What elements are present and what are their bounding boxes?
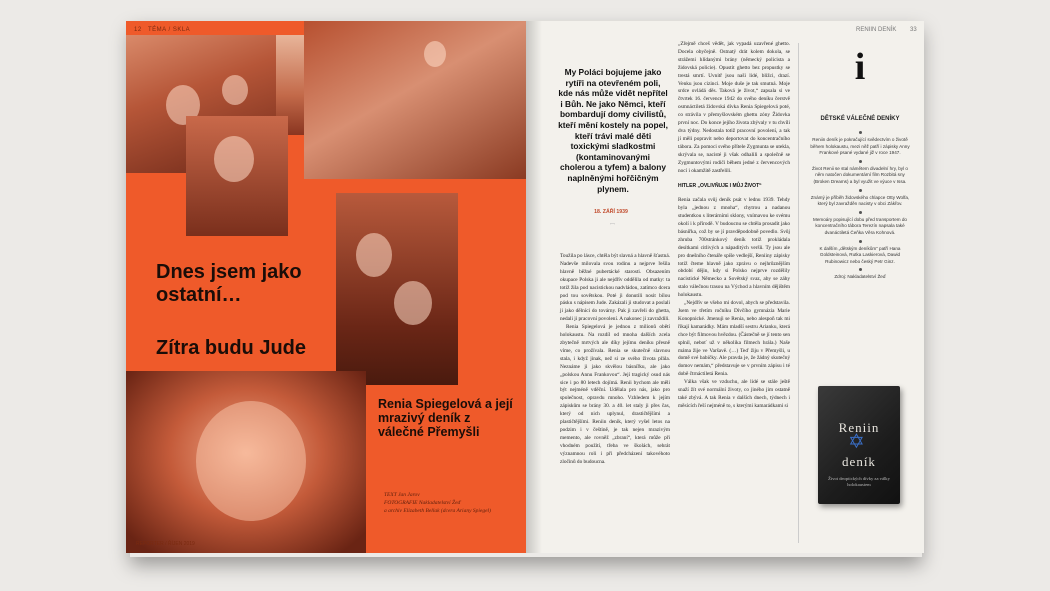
sidebar-item: K dalším „dětským deníkům“ patří Hana Goldsteinová, Rutka Laskierová, Dawid Rubinowicz nebo český Petr Ginz.: [819, 245, 901, 264]
photo-sisters: [336, 193, 458, 385]
page-number-left: 12: [134, 27, 142, 33]
paragraph: „Zřejmě chceš vědět, jak vypadá uzavřené ghetto. Docela obyčejně. Ostnatý drát kolem dokola, se strážemi hlídanými brány (německý policista a židovská policie). Opustit ghetto bez propustky se trestá smrtí. Uvnitř jsou naši lidé, bližci, drazí. Venku jsou cizinci. Moje duše je tak smutná. Moje srdce ovládá děs. Taková je život,“ zapsala si ve čtvrtek 16. července 1942 do svého deníku čerstvě osmnáctiletá židovská dívka Renia Spiegelová poté, co strávila v přemyšlovském ghettu zóny Židovka první noc. Do konce jejího života zbývaly v tu chvíli dva týdny. Nedostala totiž pracovní povolení, a tak jí měli popravit nebo deportovat do koncentračního tábora. Za pomoci svého přítele Zygmunta se utekla, skrývala se, nacisté ji však odhalili a společně se Zygmuntovými rodiči během jedné z červencových nocí i okamžitě zastřelili.: [678, 41, 790, 174]
subheadline: Renia Spiegelová a její mrazivý deník z válečné Přemyšli: [378, 397, 513, 439]
section-label: TÉMA / SKLA: [148, 27, 191, 33]
bullet-dot: [859, 189, 862, 192]
photo-boat: [304, 21, 526, 179]
paragraph: Renia Spiegelová je jednou z milionů obětí holokaustu. Na rozdíl od mnoha dalších zcela zbytečně mrtvých ale díky jejímu deníku přesně víme, co prožívala. Renia se skutečně slavnou stala, i když jinak, než si ze svého života přála. Neznáme ji jako skvělou básnířku, ale jako „polskou Annu Frankovou“. Její tragický osud nás sice i po 80 letech dojímá. Renii bychom ale měli být nejméně vděční. Udělala pro nás, jako pro společnost, opravdu mnoho. Vzhledem k jejím zápiskům se brány 30. a 40. let staly ji přes čas, který od nich uplynul, drastičtějšími a plastičtějšími. Reniin deník, který vyšel letos na podzim i v češtině, je tak nejen mrazivým memento, ale rovněž „zbraní“, která může při vhodném použití, třeba ve školách, sehrát významnou roli i při předcházení takovéhoto zločinů do budoucna.: [560, 324, 670, 465]
info-sidebar: [804, 43, 916, 281]
sidebar-item: Život Renii se stal námětem divadelní hry, byl o něm natočen dokumentární film Rozbitá sny (Broken Dreams) a byl využit ve výuce v Issa.: [812, 165, 908, 184]
book-cover: [818, 386, 900, 504]
quote-mark: ꟷ: [610, 222, 615, 228]
running-head: RENIIN DENÍK: [856, 27, 897, 33]
info-icon: i: [854, 46, 866, 88]
page-number-right: 33: [910, 27, 917, 33]
headline-tomorrow: Zítra budu Jude: [156, 337, 306, 359]
book-subtitle: Život deoptických dívky za války holokaustem: [828, 476, 890, 487]
star-of-david-icon: ✡: [848, 431, 865, 453]
paragraph: Toužila po lásce, chtěla být slavná a hlavně šťastná. Nadevše milovala svou rodinu a nejprve řešila hlavně běžné pubertácké starosti. Obsazením okupace Polska ji ale nejdřív oddělila od matky: ta totiž žila pod nacistickou nadvládou, zatímco dcera pod tou sovětskou. Poté ji donutili nosit bílou pásku s nápisem Jude. Zakázali ji studovat a poslali ji jako dělníci do továrny. Pak ji zavřeli do ghetta, nedali ji pracovní povolení. A nakonec ji zavraždili.: [560, 253, 670, 323]
photo-renia-portrait: [126, 371, 366, 553]
sidebar-item: Reniin deník je pokračující svědectvím o životě během holokaustu, mezi něž patří i zápisky Anny Frankové psané vydané již v roce 1947.: [810, 137, 910, 156]
right-page: [526, 21, 924, 553]
sidebar-source: Zdroj: Nakladatelství Žeď: [834, 274, 886, 280]
paragraph: Renia začala svůj deník psát v lednu 1939. Tehdy byla „jednou z mnoha“, chytrou a nadanou studentkou s literárními sklony, vnímavou ke svému okolí i k přírodě. V budoucnu se chtěla prosadit jako básnířka, což by se jí pravděpodobně povedlo. Svůj zhruba 700stránkový deník totiž prokládala desítkami citlivých a nápaditých veršů. Ty jsou ale pro dnešního čtenáře spíše vedlejší, Reniiny zápisky totiž čteme hlavně jako zprávu o nejhrůznějším období dějin, kdy si Polsko nejprve rozdělily nacistické Německo a Sovětský svaz, aby se záhy stalo válečnou trasou na Východ a hlavním dějištěm holokaustu.: [678, 197, 790, 299]
left-page: [126, 21, 526, 553]
credits: [384, 491, 514, 515]
sidebar-item: Známý je příběh židovského chlapce Otty Wolfa, který byl zavražděn nacisty v obci Zákřov.: [810, 194, 910, 207]
credit-extra: a archiv Elizabeth Bellak (dcera Ariany Spiegel): [384, 508, 491, 514]
body-column-2: [678, 41, 790, 411]
column-divider: [798, 43, 799, 543]
paragraph: „Nejdřív se všeho mi dovol, abych se představila. Jsem ve třetím ročníku Dívčího gymnázia Marie Konopnické. Jmenuji se Renia, nebo alespoň tak mi říkají kamarádky. Mám mladší sestru Arianku, která chce být filmovou hvězdou. (Částečně se jí tento sen splnil, neboť už v několika filmech hrála.) Naše máma žije ve Varšavě. (…) Teď žiju v Přemyšli, u domě své babičky. Ale pravda je, že žádný skutečný domov nemám,“ představuje se v prvním zápisu i té době čtrnáctiletá Renia.: [678, 300, 790, 378]
photo-girl-beret: [186, 116, 288, 236]
bullet-dot: [859, 268, 862, 271]
book-title-line-1: Reniin: [838, 420, 880, 435]
sidebar-item: Memoáry popisující dobu před transportem do koncentračního tábora Terezín napsala také dvanáctiletá Čeňka Věra Kohnová.: [813, 216, 907, 235]
credit-text: TEXT Jan Jarov: [384, 492, 420, 498]
section-subhead: HITLER „OVLIVŇUJE I MŮJ ŽIVOT“: [678, 183, 762, 190]
paragraph: Válka však ve vzduchu, ale lidé se stále ještě snaží žít své normální životy, co jiného jim ostatně také zbývá. A tak Renia v dalších dnech, týdnech i měsících řeší nejméně to, s kterými kamarádkami si: [678, 379, 790, 409]
footer-left: REPORTER / ŘÍJEN 2019: [136, 541, 195, 547]
bullet-dot: [859, 131, 862, 134]
sidebar-title: DĚTSKÉ VÁLEČNÉ DENÍKY: [820, 116, 900, 122]
body-column-1: [560, 253, 670, 466]
headline-today: Dnes jsem jako ostatní…: [156, 261, 302, 306]
bullet-dot: [859, 240, 862, 243]
bullet-dot: [859, 160, 862, 163]
pull-quote: My Poláci bojujeme jako rytíři na otevřeném poli, kde nás může vidět nepřítel i Bůh. Ne jako Němci, kteří bombardují domy civilistů, kteří mění kostely na popel, kteří trávi malé děti toxickými sladkostmi (kontaminovanými cholerou a tyfem) a balony naplněnými hořčičným plynem.: [558, 67, 668, 194]
page-gutter: [526, 21, 542, 553]
quote-date: 18. ZÁŘÍ 1939: [594, 209, 628, 215]
bullet-dot: [859, 211, 862, 214]
book-title-line-2: deník: [842, 454, 876, 469]
credit-photo: FOTOGRAFIE Nakladatelství Žeď: [384, 500, 461, 506]
